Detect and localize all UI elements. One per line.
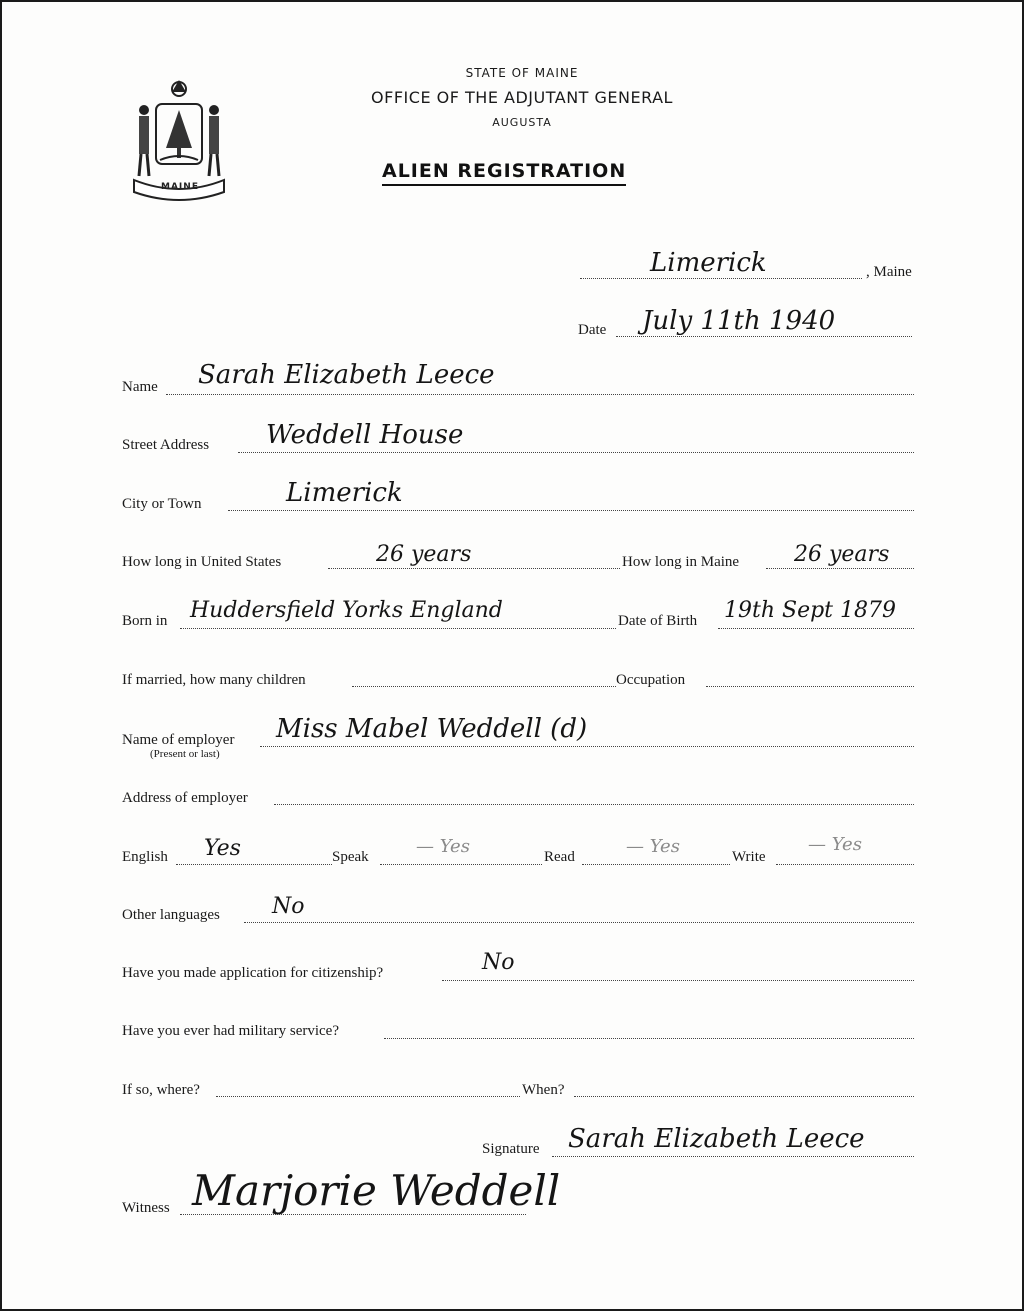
military-service-label: Have you ever had military service? — [122, 1023, 339, 1039]
date-label: Date — [578, 322, 607, 338]
date-of-birth-field-line — [718, 628, 914, 629]
when-field-line — [574, 1096, 914, 1097]
english-label: English — [122, 849, 168, 865]
speak-label: Speak — [332, 849, 369, 865]
occupation-label: Occupation — [616, 672, 686, 688]
employer-field-line — [260, 746, 914, 747]
married-children-field-line — [352, 686, 616, 687]
name-field-line — [166, 394, 914, 395]
maine-label: , Maine — [866, 264, 912, 280]
citizenship-label: Have you made application for citizenship? — [122, 965, 384, 981]
speak-value: — Yes — [416, 836, 470, 857]
date-of-birth-label: Date of Birth — [618, 613, 698, 629]
read-label: Read — [544, 849, 575, 865]
employer-address-label: Address of employer — [122, 790, 248, 806]
city-heading: AUGUSTA — [492, 116, 552, 129]
citizenship-value: No — [482, 950, 515, 975]
speak-field-line — [380, 864, 542, 865]
other-languages-value: No — [272, 894, 305, 919]
read-field-line — [582, 864, 730, 865]
occupation-field-line — [706, 686, 914, 687]
name-label: Name — [122, 379, 158, 395]
how-long-us-value: 26 years — [376, 542, 472, 567]
write-label: Write — [732, 849, 766, 865]
city-label: City or Town — [122, 496, 202, 512]
english-field-line — [176, 864, 332, 865]
married-children-label: If married, how many children — [122, 672, 306, 688]
how-long-us-field-line — [328, 568, 620, 569]
write-field-line — [776, 864, 914, 865]
when-label: When? — [522, 1082, 565, 1098]
witness-signature: Marjorie Weddell — [192, 1166, 561, 1215]
born-in-value: Huddersfield Yorks England — [190, 598, 503, 623]
street-address-field-line — [238, 452, 914, 453]
military-service-field-line — [384, 1038, 914, 1039]
employer-value: Miss Mabel Weddell (d) — [276, 714, 588, 744]
other-languages-label: Other languages — [122, 907, 220, 923]
city-field-line — [228, 510, 914, 511]
employer-label: Name of employer — [122, 732, 235, 748]
date-field-line — [616, 336, 912, 337]
seal-banner-text: MAINE — [161, 182, 199, 192]
write-value: — Yes — [808, 834, 862, 855]
date-value: July 11th 1940 — [642, 306, 836, 336]
signature-value: Sarah Elizabeth Leece — [568, 1124, 865, 1154]
street-address-value: Weddell House — [266, 420, 464, 450]
born-in-field-line — [180, 628, 616, 629]
how-long-us-label: How long in United States — [122, 554, 282, 570]
name-value: Sarah Elizabeth Leece — [198, 360, 495, 390]
employer-note: (Present or last) — [150, 748, 220, 760]
form-title: ALIEN REGISTRATION — [382, 160, 626, 186]
citizenship-field-line — [442, 980, 914, 981]
street-address-label: Street Address — [122, 437, 210, 453]
how-long-maine-value: 26 years — [794, 542, 890, 567]
where-field-line — [216, 1096, 520, 1097]
witness-label: Witness — [122, 1200, 170, 1216]
town-value: Limerick — [650, 248, 767, 278]
state-heading: STATE OF MAINE — [465, 66, 579, 80]
city-value: Limerick — [286, 478, 403, 508]
other-languages-field-line — [244, 922, 914, 923]
signature-field-line — [552, 1156, 914, 1157]
employer-address-field-line — [274, 804, 914, 805]
date-of-birth-value: 19th Sept 1879 — [724, 598, 896, 623]
how-long-maine-label: How long in Maine — [622, 554, 740, 570]
born-in-label: Born in — [122, 613, 168, 629]
how-long-maine-field-line — [766, 568, 914, 569]
where-label: If so, where? — [122, 1082, 200, 1098]
town-field-line — [580, 278, 862, 279]
english-value: Yes — [204, 836, 241, 861]
signature-label: Signature — [482, 1141, 540, 1157]
office-heading: OFFICE OF THE ADJUTANT GENERAL — [371, 88, 673, 107]
read-value: — Yes — [626, 836, 680, 857]
